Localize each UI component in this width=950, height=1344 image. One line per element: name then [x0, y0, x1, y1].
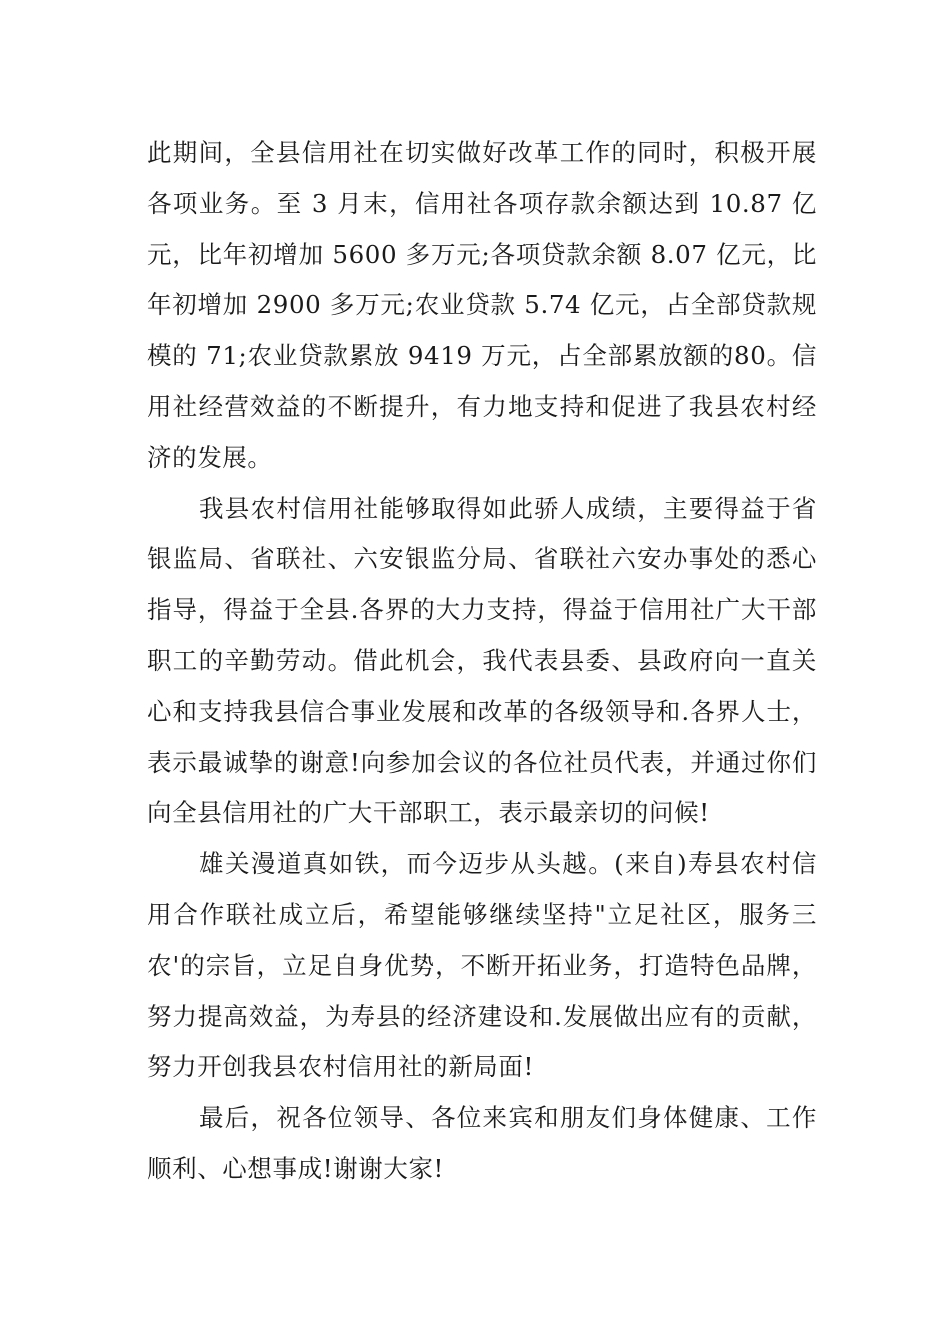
body-text	[147, 128, 817, 1195]
paragraph-4: 最后，祝各位领导、各位来宾和朋友们身体健康、工作顺利、心想事成!谢谢大家!	[147, 1103, 817, 1183]
paragraph-1: 此期间，全县信用社在切实做好改革工作的同时，积极开展各项业务。至 3 月末，信用社各项存款余额达到 10.87 亿元，比年初增加 5600 多万元;各项贷款余额 8.07 亿元，比年初增加 2900 多万元;农业贷款 5.74 亿元，占全部贷款规模的 71;农业贷款累放 9419 万元，占全部累放额的80。信用社经营效益的不断提升，有力地支持和促进了我县农村经济的发展。	[147, 138, 817, 472]
paragraph-2: 我县农村信用社能够取得如此骄人成绩，主要得益于省银监局、省联社、六安银监分局、省联社六安办事处的悉心指导，得益于全县.各界的大力支持，得益于信用社广大干部职工的辛勤劳动。借此机会，我代表县委、县政府向一直关心和支持我县信合事业发展和改革的各级领导和.各界人士，表示最诚挚的谢意!向参加会议的各位社员代表，并通过你们向全县信用社的广大干部职工，表示最亲切的问候!	[147, 493, 817, 828]
paragraph-3: 雄关漫道真如铁，而今迈步从头越。(来自)寿县农村信用合作联社成立后，希望能够继续坚持"立足社区，服务三农'的宗旨，立足自身优势，不断开拓业务，打造特色品牌，努力提高效益，为寿县的经济建设和.发展做出应有的贡献，努力开创我县农村信用社的新局面!	[147, 849, 817, 1082]
